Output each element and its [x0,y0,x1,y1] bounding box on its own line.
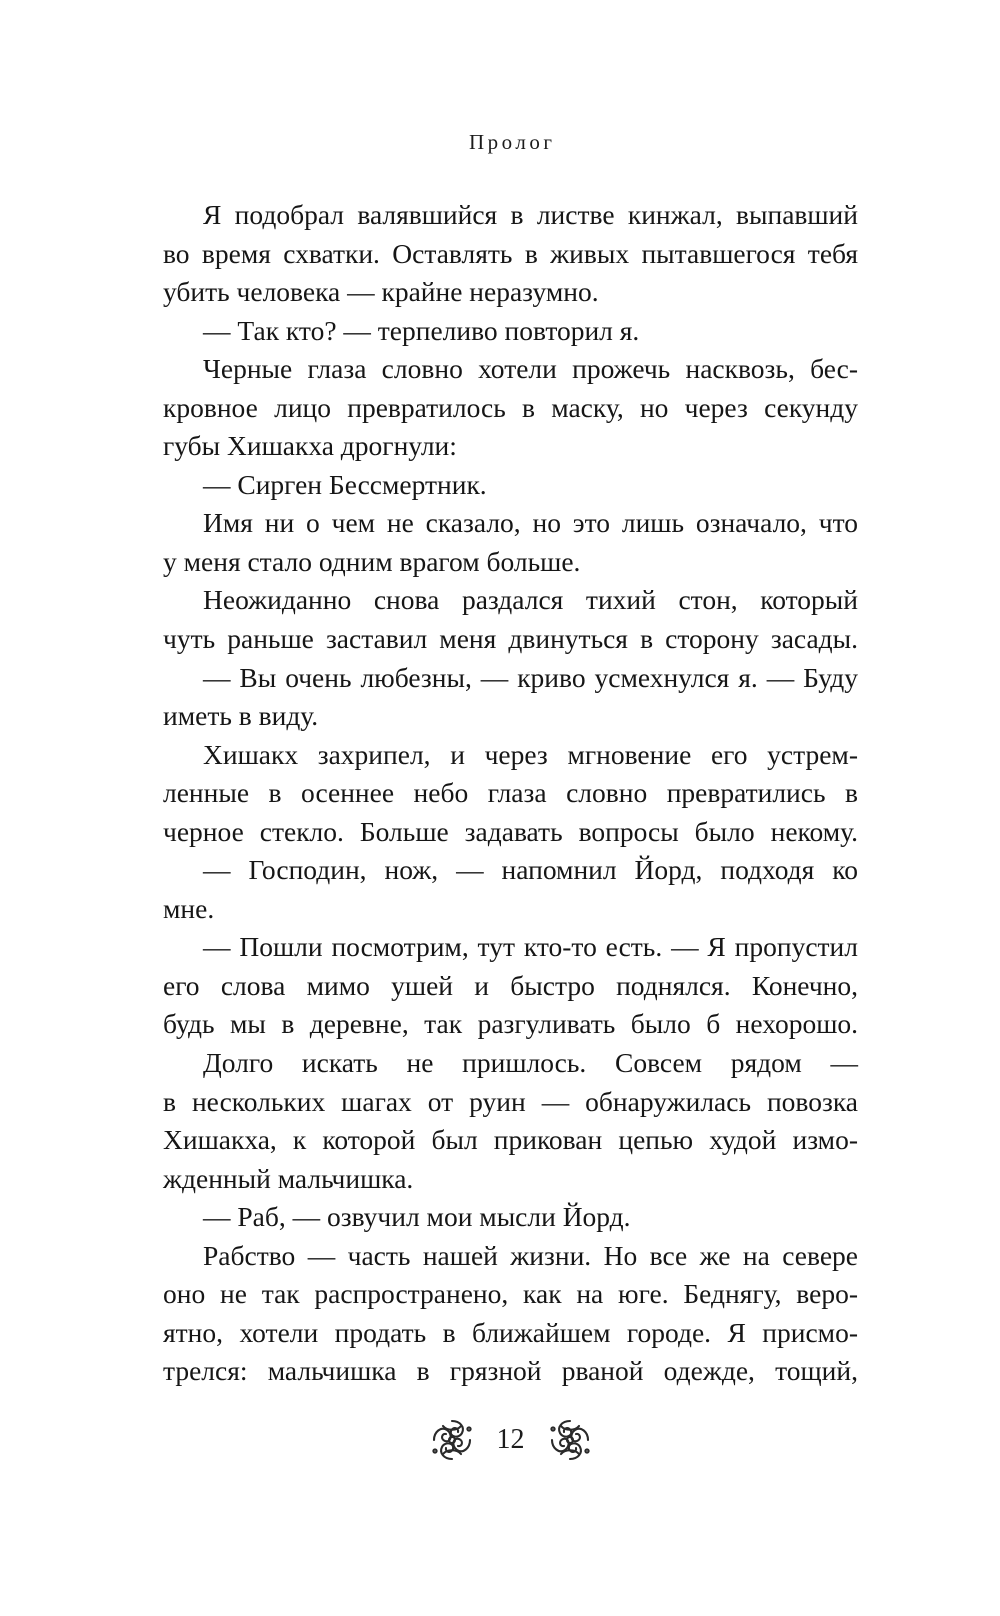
text-line: будь мы в деревне, так разгуливать было б нехорошо. [163,1008,858,1040]
paragraph [163,928,858,1044]
text-line: у меня стало одним врагом больше. [163,545,581,577]
paragraph [163,736,858,852]
paragraph [163,1198,858,1237]
paragraph [163,196,858,312]
paragraph [163,350,858,466]
paragraph [163,1044,858,1198]
text-line: Черные глаза словно хотели прожечь насквозь, бес- [203,353,858,385]
paragraph [163,312,858,351]
paragraph [163,1237,858,1391]
text-line: во время схватки. Оставлять в живых пытавшегося тебя [163,237,858,269]
paragraph [163,581,858,658]
text-line: Хишакх захрипел, и через мгновение его устрем- [203,738,858,770]
text-line: Неожиданно снова раздался тихий стон, который [203,584,858,616]
text-line: жденный мальчишка. [163,1162,414,1194]
text-line: мне. [163,892,215,924]
text-line: в нескольких шагах от руин — обнаружилась повозка [163,1085,858,1117]
text-line: иметь в виду. [163,700,319,732]
body-text [163,196,858,1391]
text-line: — Так кто? — терпеливо повторил я. [203,314,640,346]
knot-ornament-right-icon [547,1417,593,1463]
knot-ornament-left-icon [429,1417,475,1463]
text-line: — Сирген Бессмертник. [203,468,487,500]
text-line: ленные в осеннее небо глаза словно превратились в [163,777,858,809]
paragraph [163,659,858,736]
page-footer [163,1417,858,1463]
text-line: — Вы очень любезны, — криво усмехнулся я. — Буду [203,661,858,693]
text-line: Хишакха, к которой был прикован цепью худой измо- [163,1124,858,1156]
text-line: Имя ни о чем не сказало, но это лишь означало, что [203,507,858,539]
text-line: трелся: мальчишка в грязной рваной одежде, тощий, [163,1355,858,1387]
text-line: Я подобрал валявшийся в листве кинжал, выпавший [203,199,858,230]
running-head: Пролог [469,130,556,154]
text-line: губы Хишакха дрогнули: [163,430,457,462]
paragraph [163,851,858,928]
text-line: кровное лицо превратилось в маску, но через секунду [163,391,858,423]
text-line: черное стекло. Больше задавать вопросы было некому. [163,815,858,847]
paragraph [163,466,858,505]
text-line: ятно, хотели продать в ближайшем городе. Я присмо- [163,1316,858,1348]
paragraph [163,504,858,581]
text-line: Долго искать не пришлось. Совсем рядом — [203,1047,858,1079]
text-line: чуть раньше заставил меня двинуться в сторону засады. [163,623,858,655]
text-line: — Раб, — озвучил мои мысли Йорд. [203,1201,631,1233]
text-line: оно не так распространено, как на юге. Беднягу, веро- [163,1278,858,1310]
text-line: убить человека — крайне неразумно. [163,276,599,308]
text-line: — Господин, нож, — напомнил Йорд, подходя ко [203,854,858,886]
text-line: — Пошли посмотрим, тут кто-то есть. — Я пропустил [203,931,858,963]
text-line: Рабство — часть нашей жизни. Но все же на севере [203,1239,858,1271]
page-number: 12 [496,1424,525,1455]
text-line: его слова мимо ушей и быстро поднялся. Конечно, [163,969,858,1001]
